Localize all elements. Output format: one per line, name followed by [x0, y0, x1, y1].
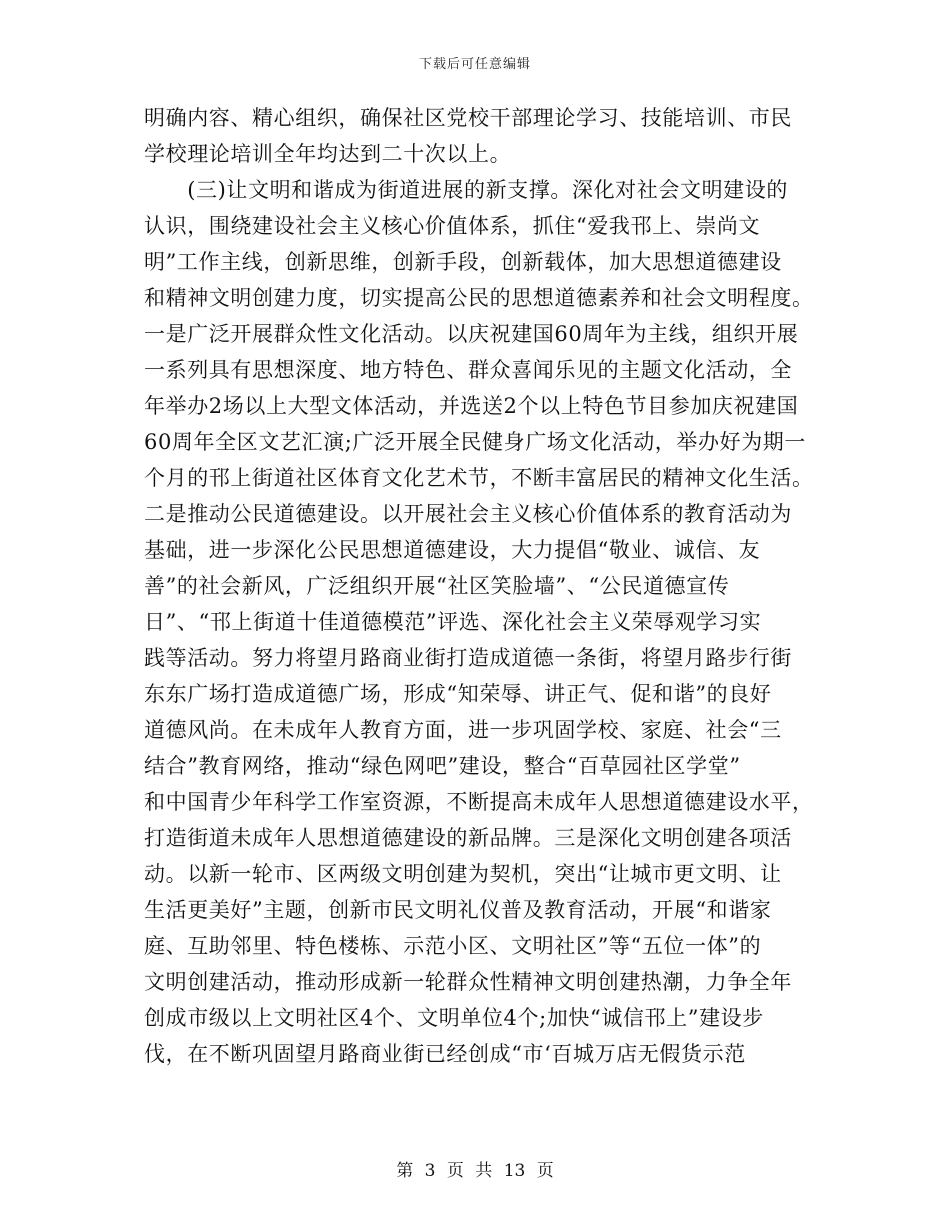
body-line: 伐，在不断巩固望月路商业街已经创成“市‘百城万店无假货示范: [144, 1042, 746, 1066]
page-header-note: 下载后可任意编辑: [418, 57, 531, 72]
body-line: 个月的邗上街道社区体育文化艺术节，不断丰富居民的精神文化生活。: [144, 466, 814, 490]
body-line: 打造街道未成年人思想道德建设的新品牌。三是深化文明创建各项活: [144, 826, 792, 850]
page-number-footer: 第 3 页 共 13 页: [396, 1161, 554, 1181]
body-line: 生活更美好”主题，创新市民文明礼仪普及教育活动，开展“和谐家: [144, 898, 772, 922]
body-line: 和精神文明创建力度，切实提高公民的思想道德素养和社会文明程度。: [144, 286, 814, 310]
body-line: 学校理论培训全年均达到二十次以上。: [144, 142, 512, 166]
body-line: 践等活动。努力将望月路商业街打造成道德一条街，将望月路步行街: [144, 646, 792, 670]
body-line: 明”工作主线，创新思维，创新手段，创新载体，加大思想道德建设: [144, 250, 782, 274]
body-line: 文明创建活动，推动形成新一轮群众性精神文明创建热潮，力争全年: [144, 970, 792, 994]
body-line: 年举办2场以上大型文体活动，并选送2个以上特色节目参加庆祝建国: [144, 394, 799, 418]
body-line: 善”的社会新风，广泛组织开展“社区笑脸墙”、“公民道德宣传: [144, 574, 730, 598]
body-line: 东东广场打造成道德广场，形成“知荣辱、讲正气、促和谐”的良好: [144, 682, 772, 706]
body-line: 一系列具有思想深度、地方特色、群众喜闻乐见的主题文化活动，全: [144, 358, 792, 382]
body-line: 认识，围绕建设社会主义核心价值体系，抓住“爱我邗上、崇尚文: [144, 214, 761, 238]
body-line: 明确内容、精心组织，确保社区党校干部理论学习、技能培训、市民: [144, 106, 792, 130]
document-body: [144, 100, 812, 1072]
body-line: 一是广泛开展群众性文化活动。以庆祝建国60周年为主线，组织开展: [144, 322, 799, 346]
body-line: 道德风尚。在未成年人教育方面，进一步巩固学校、家庭、社会“三: [144, 718, 782, 742]
body-line: (三)让文明和谐成为街道进展的新支撑。深化对社会文明建设的: [144, 178, 788, 202]
body-line: 60周年全区文艺汇演;广泛开展全民健身广场文化活动，举办好为期一: [144, 430, 806, 454]
body-line: 和中国青少年科学工作室资源，不断提高未成年人思想道德建设水平，: [144, 790, 814, 814]
body-line: 基础，进一步深化公民思想道德建设，大力提倡“敬业、诚信、友: [144, 538, 761, 562]
body-line: 二是推动公民道德建设。以开展社会主义核心价值体系的教育活动为: [144, 502, 792, 526]
body-line: 结合”教育网络，推动“绿色网吧”建设，整合“百草园社区学堂”: [144, 754, 741, 778]
body-line: 动。以新一轮市、区两级文明创建为契机，突出“让城市更文明、让: [144, 862, 782, 886]
body-line: 庭、互助邻里、特色楼栋、示范小区、文明社区”等“五位一体”的: [144, 934, 762, 958]
body-line: 日”、“邗上街道十佳道德模范”评选、深化社会主义荣辱观学习实: [144, 610, 762, 634]
body-line: 创成市级以上文明社区4个、文明单位4个;加快“诚信邗上”建设步: [144, 1006, 764, 1030]
